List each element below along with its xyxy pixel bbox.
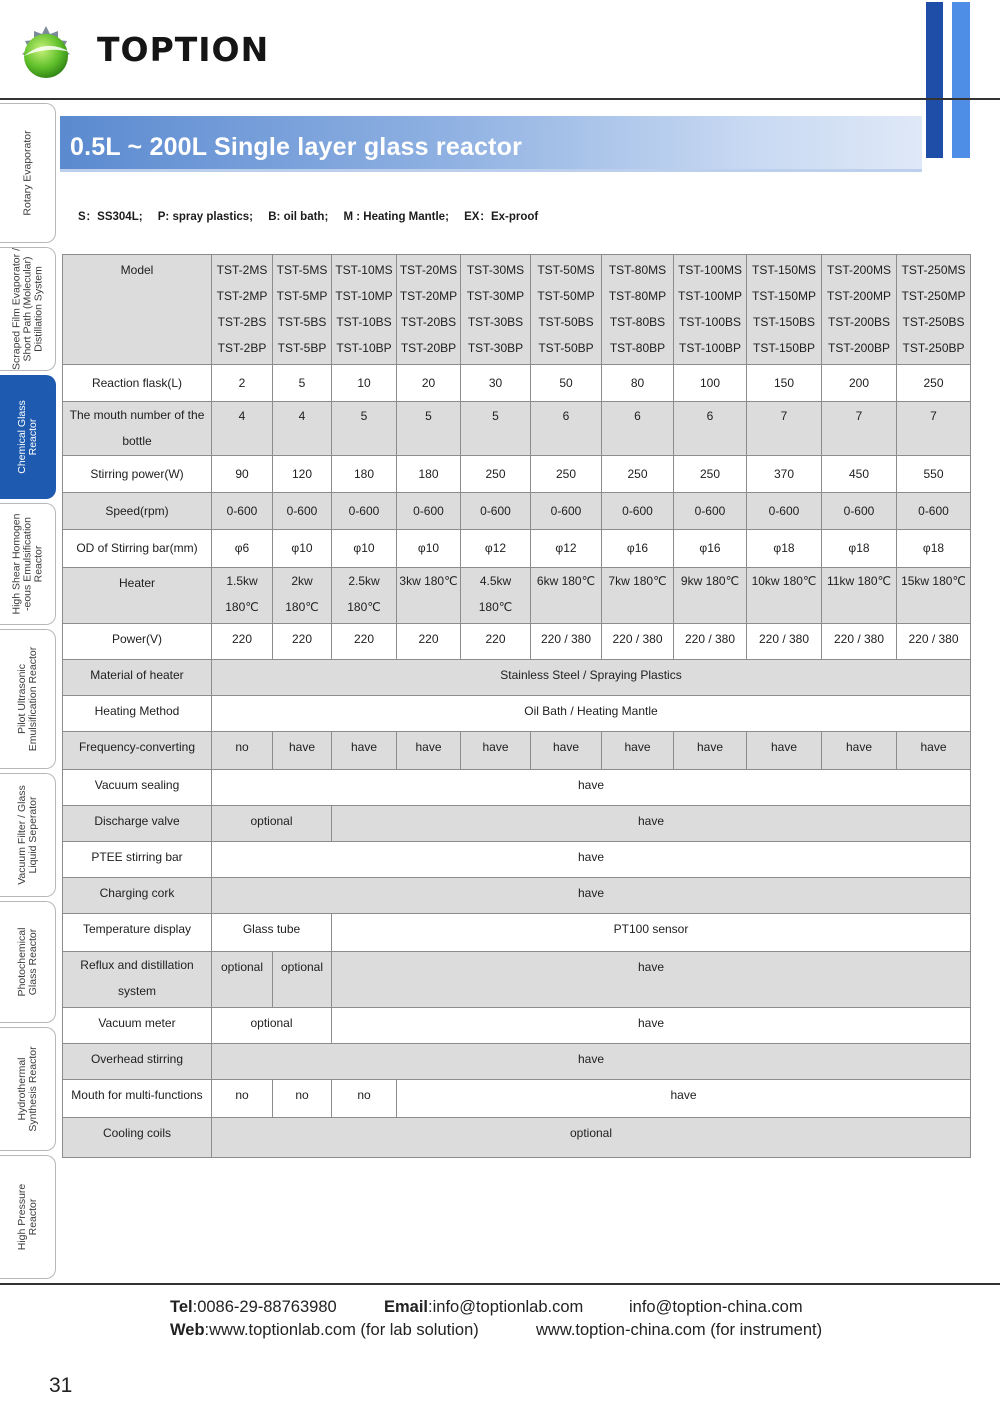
temperature-value-b: PT100 sensor [332, 914, 971, 952]
mouth-value: 6 [602, 402, 674, 456]
row-label: Power(V) [63, 624, 212, 660]
speed-value: 0-600 [332, 493, 397, 530]
model-name: TST-2MS [216, 263, 268, 277]
row-label: Temperature display [63, 914, 212, 952]
row-label: The mouth number of the bottle [63, 402, 212, 456]
table-row-cooling [63, 1118, 971, 1158]
power-value: 220 / 380 [747, 624, 822, 660]
model-cell [397, 255, 461, 365]
stirring-value: 450 [822, 456, 897, 493]
table-row-mouth [63, 402, 971, 456]
side-tab-high-pressure-reactor[interactable] [0, 1155, 56, 1279]
row-label: Frequency-converting [63, 732, 212, 770]
stirring-value: 250 [602, 456, 674, 493]
power-value: 220 [332, 624, 397, 660]
footer-divider [0, 1283, 1000, 1285]
speed-value: 0-600 [747, 493, 822, 530]
legend-p-key: P: [157, 211, 170, 223]
legend-m-value: Heating Mantle; [363, 211, 449, 223]
tel-key: Tel [170, 1298, 193, 1316]
heater-value: 15kw 180℃ [901, 574, 966, 588]
model-cell [461, 255, 531, 365]
model-name: TST-250MP [901, 289, 966, 303]
model-name: TST-250BS [902, 315, 965, 329]
toption-logo-icon [14, 22, 78, 82]
speed-value: 0-600 [602, 493, 674, 530]
row-label: Material of heater [63, 660, 212, 696]
frequency-value: no [212, 732, 273, 770]
email-key: Email [384, 1298, 429, 1316]
power-value: 220 / 380 [531, 624, 602, 660]
table-row-material [63, 660, 971, 696]
frequency-value: have [273, 732, 332, 770]
heater-value: 2kw [291, 574, 313, 588]
mouth-value: 6 [674, 402, 747, 456]
brand-name: TOPTION [97, 30, 270, 69]
flask-value: 80 [602, 365, 674, 402]
decorative-bars [926, 2, 972, 158]
reflux-value-1: optional [212, 952, 273, 1008]
side-tab-scraped-film-evaporator[interactable] [0, 247, 56, 371]
page-number: 31 [49, 1374, 73, 1397]
od-value: φ18 [747, 530, 822, 568]
frequency-value: have [531, 732, 602, 770]
mouth-value: 7 [747, 402, 822, 456]
frequency-value: have [461, 732, 531, 770]
stirring-value: 90 [212, 456, 273, 493]
mouth-value: 6 [531, 402, 602, 456]
heater-value: 9kw 180℃ [680, 574, 740, 588]
row-label: Heater [63, 568, 212, 624]
mouth-value: 5 [332, 402, 397, 456]
speed-value: 0-600 [397, 493, 461, 530]
legend-s-value: SS304L; [97, 211, 143, 223]
model-code-legend [78, 208, 538, 224]
footer-tel [170, 1298, 337, 1317]
flask-value: 10 [332, 365, 397, 402]
model-name: TST-10BP [336, 341, 392, 355]
model-name: TST-100MS [677, 263, 743, 277]
footer-web [170, 1321, 479, 1340]
model-name: TST-80BS [609, 315, 666, 329]
model-name: TST-80MS [608, 263, 667, 277]
flask-value: 150 [747, 365, 822, 402]
row-label: Cooling coils [63, 1118, 212, 1158]
model-name: TST-30BP [467, 341, 524, 355]
model-name: TST-5BP [277, 341, 327, 355]
side-tab-label: Hydrothermal Synthesis Reactor [15, 1046, 39, 1132]
table-row-mouth-multi [63, 1080, 971, 1118]
flask-value: 30 [461, 365, 531, 402]
model-name: TST-50BP [538, 341, 594, 355]
mouth-value: 5 [397, 402, 461, 456]
speed-value: 0-600 [531, 493, 602, 530]
side-tab-photochemical-reactor[interactable] [0, 901, 56, 1023]
table-row-heater [63, 568, 971, 624]
side-tab-label: Vacuum Filter / Glass Liquid Seperator [15, 785, 39, 885]
vacuum-meter-value-a: optional [212, 1008, 332, 1044]
heater-cell [531, 568, 602, 624]
model-name: TST-200MP [826, 289, 892, 303]
frequency-value: have [822, 732, 897, 770]
model-name: TST-100BS [678, 315, 742, 329]
flask-value: 50 [531, 365, 602, 402]
heater-cell [602, 568, 674, 624]
side-tab-label: High Shear Homogen -eous Emulsification Reactor [10, 513, 44, 615]
mouth-multi-value: no [273, 1080, 332, 1118]
frequency-value: have [602, 732, 674, 770]
model-cell [531, 255, 602, 365]
stirring-value: 550 [897, 456, 971, 493]
row-label: Vacuum meter [63, 1008, 212, 1044]
heater-value: 3kw 180℃ [399, 574, 458, 588]
side-tab-hydrothermal-reactor[interactable] [0, 1027, 56, 1151]
power-value: 220 / 380 [674, 624, 747, 660]
power-value: 220 / 380 [897, 624, 971, 660]
reflux-value-2: optional [273, 952, 332, 1008]
speed-value: 0-600 [674, 493, 747, 530]
speed-value: 0-600 [273, 493, 332, 530]
power-value: 220 / 380 [822, 624, 897, 660]
legend-b-key: B: [268, 211, 281, 223]
heating-method-value: Oil Bath / Heating Mantle [212, 696, 971, 732]
model-name: TST-5MS [276, 263, 328, 277]
heater-value: 1.5kw [226, 574, 258, 588]
side-tab-label: Pilot Ultrasonic Emulsification Reactor [15, 646, 39, 752]
model-name: TST-20MP [399, 289, 458, 303]
od-value: φ10 [273, 530, 332, 568]
heater-value: 4.5kw [479, 574, 512, 588]
od-value: φ10 [332, 530, 397, 568]
flask-value: 5 [273, 365, 332, 402]
side-tab-chemical-glass-reactor[interactable] [0, 375, 56, 499]
heater-value: 180℃ [347, 600, 381, 614]
web-value[interactable]: :www.toptionlab.com (for lab solution) [204, 1321, 479, 1339]
model-name: TST-10BS [336, 315, 392, 329]
side-tab-label: Rotary Evaporator [21, 130, 33, 216]
tel-value: :0086-29-88763980 [192, 1298, 337, 1316]
flask-value: 2 [212, 365, 273, 402]
od-value: φ16 [602, 530, 674, 568]
heater-value: 180℃ [225, 600, 259, 614]
model-name: TST-200MS [826, 263, 892, 277]
speed-value: 0-600 [212, 493, 273, 530]
table-row-od [63, 530, 971, 568]
model-name: TST-20BP [400, 341, 457, 355]
power-value: 220 [212, 624, 273, 660]
row-label: OD of Stirring bar(mm) [63, 530, 212, 568]
row-label: Discharge valve [63, 806, 212, 842]
mouth-multi-value: no [212, 1080, 273, 1118]
model-name: TST-200BS [827, 315, 891, 329]
model-name: TST-2MP [216, 289, 268, 303]
row-label: PTEE stirring bar [63, 842, 212, 878]
table-row-discharge [63, 806, 971, 842]
table-row-heating-method [63, 696, 971, 732]
model-name: TST-80MP [608, 289, 667, 303]
table-row-vacuum-sealing [63, 770, 971, 806]
table-row-flask [63, 365, 971, 402]
web-key: Web [170, 1321, 205, 1339]
table-row-stirring [63, 456, 971, 493]
row-label: Model [63, 255, 212, 365]
model-name: TST-50MP [537, 289, 595, 303]
mouth-multi-value-rest: have [397, 1080, 971, 1118]
model-name: TST-150MS [751, 263, 817, 277]
heater-cell [461, 568, 531, 624]
heater-cell [674, 568, 747, 624]
power-value: 220 [461, 624, 531, 660]
temperature-value-a: Glass tube [212, 914, 332, 952]
mouth-value: 5 [461, 402, 531, 456]
side-tab-vacuum-filter[interactable] [0, 773, 56, 897]
stirring-value: 120 [273, 456, 332, 493]
flask-value: 200 [822, 365, 897, 402]
heater-value: 2.5kw [348, 574, 380, 588]
table-row-vacuum-meter [63, 1008, 971, 1044]
legend-ex-key: EX： [464, 211, 491, 223]
heater-cell [397, 568, 461, 624]
heater-value: 11kw 180℃ [827, 574, 891, 588]
mouth-value: 4 [273, 402, 332, 456]
cork-value: have [212, 878, 971, 914]
od-value: φ12 [531, 530, 602, 568]
model-name: TST-30BS [467, 315, 524, 329]
side-tab-rotary-evaporator[interactable] [0, 103, 56, 243]
stirring-value: 180 [332, 456, 397, 493]
stirring-value: 370 [747, 456, 822, 493]
power-value: 220 [273, 624, 332, 660]
model-name: TST-50MS [537, 263, 595, 277]
footer-web-2[interactable]: www.toption-china.com (for instrument) [536, 1321, 823, 1339]
heater-cell [897, 568, 971, 624]
od-value: φ6 [212, 530, 273, 568]
table-row-temperature [63, 914, 971, 952]
row-label: Stirring power(W) [63, 456, 212, 493]
od-value: φ16 [674, 530, 747, 568]
vacuum-meter-value-b: have [332, 1008, 971, 1044]
model-name: TST-5BS [277, 315, 327, 329]
model-name: TST-250BP [902, 341, 965, 355]
frequency-value: have [897, 732, 971, 770]
model-cell [602, 255, 674, 365]
model-name: TST-150BP [752, 341, 816, 355]
model-cell [747, 255, 822, 365]
model-name: TST-2BS [217, 315, 267, 329]
heater-cell [332, 568, 397, 624]
row-label: Overhead stirring [63, 1044, 212, 1080]
cooling-value: optional [212, 1118, 971, 1158]
side-tab-pilot-ultrasonic-reactor[interactable] [0, 629, 56, 769]
legend-b-value: oil bath; [283, 211, 329, 223]
frequency-value: have [332, 732, 397, 770]
od-value: φ18 [897, 530, 971, 568]
speed-value: 0-600 [897, 493, 971, 530]
model-name: TST-5MP [276, 289, 328, 303]
table-row-speed [63, 493, 971, 530]
table-row-power [63, 624, 971, 660]
heater-cell [273, 568, 332, 624]
page-title: 0.5L ~ 200L Single layer glass reactor [70, 133, 523, 161]
model-cell [332, 255, 397, 365]
mouth-value: 7 [897, 402, 971, 456]
model-name: TST-100BP [678, 341, 742, 355]
ptee-value: have [212, 842, 971, 878]
stirring-value: 180 [397, 456, 461, 493]
mouth-multi-value: no [332, 1080, 397, 1118]
row-label: Speed(rpm) [63, 493, 212, 530]
model-name: TST-150MP [751, 289, 817, 303]
model-name: TST-10MP [335, 289, 393, 303]
od-value: φ12 [461, 530, 531, 568]
model-name: TST-30MS [466, 263, 525, 277]
row-label: Reaction flask(L) [63, 365, 212, 402]
table-row-frequency [63, 732, 971, 770]
footer-email [384, 1298, 583, 1317]
row-label: Heating Method [63, 696, 212, 732]
flask-value: 20 [397, 365, 461, 402]
heater-cell [212, 568, 273, 624]
table-row-reflux [63, 952, 971, 1008]
row-label: Charging cork [63, 878, 212, 914]
mouth-value: 4 [212, 402, 273, 456]
stirring-value: 250 [461, 456, 531, 493]
side-tab-label: Photochemical Glass Reactor [15, 927, 39, 997]
row-label: Reflux and distillation system [63, 952, 212, 1008]
side-tab-label: Chemical Glass Reactor [15, 400, 39, 474]
material-value: Stainless Steel / Spraying Plastics [212, 660, 971, 696]
table-row-ptee [63, 842, 971, 878]
frequency-value: have [397, 732, 461, 770]
mouth-value: 7 [822, 402, 897, 456]
heater-value: 180℃ [285, 600, 319, 614]
power-value: 220 [397, 624, 461, 660]
email-value[interactable]: :info@toptionlab.com [428, 1298, 584, 1316]
title-band [60, 116, 922, 172]
od-value: φ18 [822, 530, 897, 568]
model-name: TST-2BP [217, 341, 267, 355]
side-tab-high-shear-reactor[interactable] [0, 503, 56, 625]
flask-value: 250 [897, 365, 971, 402]
frequency-value: have [747, 732, 822, 770]
row-label: Mouth for multi-functions [63, 1080, 212, 1118]
stirring-value: 250 [531, 456, 602, 493]
legend-m-key: M : [343, 211, 361, 223]
model-name: TST-250MS [901, 263, 966, 277]
row-label: Vacuum sealing [63, 770, 212, 806]
model-name: TST-50BS [538, 315, 594, 329]
model-cell [822, 255, 897, 365]
table-row-cork [63, 878, 971, 914]
model-name: TST-80BP [609, 341, 666, 355]
frequency-value: have [674, 732, 747, 770]
speed-value: 0-600 [461, 493, 531, 530]
model-name: TST-20BS [400, 315, 457, 329]
legend-ex-value: Ex-proof [490, 211, 539, 223]
heater-value: 7kw 180℃ [608, 574, 667, 588]
model-name: TST-150BS [752, 315, 816, 329]
model-cell [674, 255, 747, 365]
stirring-value: 250 [674, 456, 747, 493]
table-row-overhead [63, 1044, 971, 1080]
speed-value: 0-600 [822, 493, 897, 530]
model-name: TST-30MP [466, 289, 525, 303]
heater-value: 10kw 180℃ [751, 574, 817, 588]
heater-cell [747, 568, 822, 624]
heater-value: 6kw 180℃ [536, 574, 596, 588]
side-tab-label: High Pressure Reactor [15, 1183, 39, 1251]
heater-value: 180℃ [478, 600, 513, 614]
legend-p-value: spray plastics; [172, 211, 254, 223]
table-row-model [63, 255, 971, 365]
overhead-value: have [212, 1044, 971, 1080]
power-value: 220 / 380 [602, 624, 674, 660]
flask-value: 100 [674, 365, 747, 402]
reflux-value-rest: have [332, 952, 971, 1008]
od-value: φ10 [397, 530, 461, 568]
model-name: TST-100MP [677, 289, 743, 303]
side-tab-label: Scraped Film Evaporator / Short Path (Molecular) Distillation System [10, 248, 44, 370]
model-name: TST-200BP [827, 341, 891, 355]
heater-cell [822, 568, 897, 624]
vacuum-sealing-value: have [212, 770, 971, 806]
discharge-value-b: have [332, 806, 971, 842]
discharge-value-a: optional [212, 806, 332, 842]
model-cell [273, 255, 332, 365]
legend-s-key: S： [78, 211, 98, 223]
model-name: TST-20MS [399, 263, 458, 277]
footer-email-2[interactable]: info@toption-china.com [629, 1298, 803, 1316]
model-name: TST-10MS [335, 263, 393, 277]
header-divider [0, 98, 1000, 100]
model-cell [212, 255, 273, 365]
model-cell [897, 255, 971, 365]
spec-table [62, 254, 971, 1158]
